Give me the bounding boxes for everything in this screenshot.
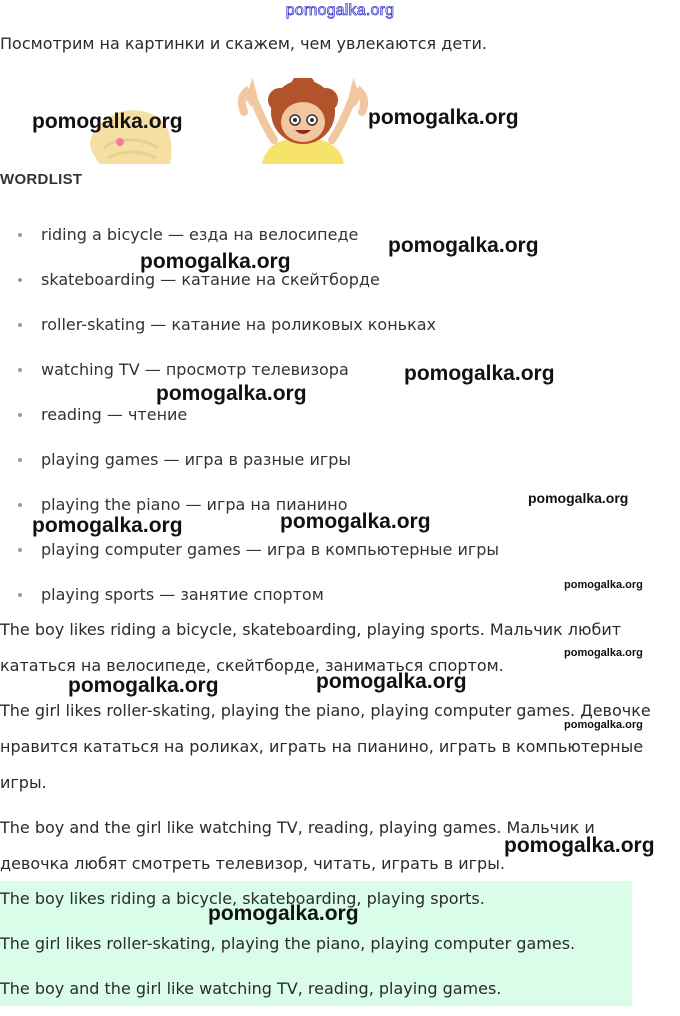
bullet-icon <box>18 548 22 552</box>
watermark: pomogalka.org <box>32 514 183 537</box>
watermark: pomogalka.org <box>140 250 291 273</box>
answer-line: The girl likes roller-skating, playing the piano, playing computer games. <box>0 934 576 953</box>
paragraph-girl: The girl likes roller-skating, playing the piano, playing computer games. Девочке нравится кататься на роликах, играть на пианино, играть в компьютерные игры. <box>0 701 651 792</box>
list-item-text: riding a bicycle — езда на велосипеде <box>41 225 359 244</box>
watermark: pomogalka.org <box>68 674 219 697</box>
watermark: pomogalka.org <box>388 234 539 257</box>
bullet-icon <box>18 368 22 372</box>
watermark: pomogalka.org <box>564 579 643 591</box>
list-item-text: playing sports — занятие спортом <box>41 585 324 604</box>
watermark: pomogalka.org <box>156 382 307 405</box>
list-item-text: watching TV — просмотр телевизора <box>41 360 349 379</box>
list-item <box>0 399 680 444</box>
list-item-text: playing games — игра в разные игры <box>41 450 352 469</box>
paragraph-boy: The boy likes riding a bicycle, skateboarding, playing sports. Мальчик любит кататься на велосипеде, скейтборде, заниматься спортом. <box>0 620 622 675</box>
watermark: pomogalka.org <box>368 106 519 129</box>
watermark: pomogalka.org <box>280 510 431 533</box>
watermark: pomogalka.org <box>32 110 183 133</box>
list-item-text: playing computer games — игра в компьютерные игры <box>41 540 500 559</box>
answer-block <box>0 881 632 1006</box>
intro-text: Посмотрим на картинки и скажем, чем увлекаются дети. <box>0 34 487 53</box>
list-item-text: reading — чтение <box>41 405 188 424</box>
bullet-icon <box>18 593 22 597</box>
list-item <box>0 444 680 489</box>
site-logo[interactable]: pomogalka.org <box>285 2 395 19</box>
wordlist-heading: WORDLIST <box>0 171 83 188</box>
list-item <box>0 534 680 579</box>
answer-line: The boy likes riding a bicycle, skateboarding, playing sports. <box>0 889 485 908</box>
bullet-icon <box>18 413 22 417</box>
bullet-icon <box>18 233 22 237</box>
watermark: pomogalka.org <box>528 490 629 506</box>
list-item <box>0 309 680 354</box>
bullet-icon <box>18 458 22 462</box>
watermark: pomogalka.org <box>564 719 643 731</box>
wordlist <box>0 219 680 624</box>
list-item-text: roller-skating — катание на роликовых коньках <box>41 315 437 334</box>
watermark: pomogalka.org <box>208 902 359 925</box>
list-item-text: skateboarding — катание на скейтборде <box>41 270 380 289</box>
paragraph-both: The boy and the girl like watching TV, reading, playing games. Мальчик и девочка любят смотреть телевизор, читать, играть в игры. <box>0 818 595 873</box>
bullet-icon <box>18 323 22 327</box>
boy-illustration <box>236 78 370 164</box>
list-item <box>0 354 680 399</box>
list-item-text: playing the piano — игра на пианино <box>41 495 348 514</box>
watermark: pomogalka.org <box>564 647 643 659</box>
bullet-icon <box>18 278 22 282</box>
watermark: pomogalka.org <box>504 834 655 857</box>
watermark: pomogalka.org <box>404 362 555 385</box>
list-item <box>0 219 680 264</box>
list-item <box>0 264 680 309</box>
bullet-icon <box>18 503 22 507</box>
answer-line: The boy and the girl like watching TV, reading, playing games. <box>0 979 502 998</box>
watermark: pomogalka.org <box>316 670 467 693</box>
